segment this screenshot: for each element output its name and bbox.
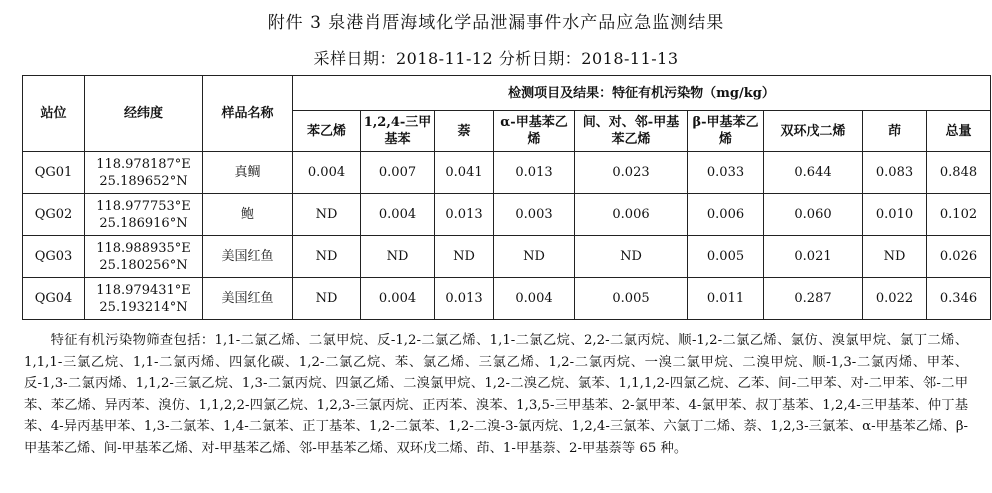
- value-cell: ND: [575, 236, 688, 278]
- station-cell: QG01: [23, 152, 85, 194]
- header-analyte: 苯乙烯: [293, 111, 361, 152]
- total-cell: 0.346: [927, 278, 991, 320]
- value-cell: 0.013: [435, 278, 494, 320]
- header-analyte-total: 总量: [927, 111, 991, 152]
- value-cell: 0.083: [863, 152, 927, 194]
- header-coordinates: 经纬度: [85, 76, 203, 152]
- value-cell: 0.010: [863, 194, 927, 236]
- station-cell: QG03: [23, 236, 85, 278]
- header-sample-name: 样品名称: [203, 76, 293, 152]
- header-station: 站位: [23, 76, 85, 152]
- footnote-analyte-list: 特征有机污染物筛查包括：1,1-二氯乙烯、二氯甲烷、反-1,2-二氯乙烯、1,1-二氯乙烷、2,2-二氯丙烷、顺-1,2-二氯乙烯、氯仿、溴氯甲烷、氯丁二烯、1,1,1-三氯乙烷、1,1-二氯丙烯、四氯化碳、1,2-二氯乙烷、苯、氯乙烯、三氯乙烯、1,2-二氯丙烷、一溴二氯甲烷、二溴甲烷、顺-1,3-二氯丙烯、甲苯、反-1,3-二氯丙烯、1,1,2-三氯乙烷、1,3-二氯丙烷、四氯乙烯、二溴氯甲烷、1,2-二溴乙烷、氯苯、1,1,1,2-四氯乙烷、乙苯、间-二甲苯、对-二甲苯、邻-二甲苯、苯乙烯、异丙苯、溴仿、1,1,2,2-四氯乙烷、1,2,3-三氯丙烷、正丙苯、溴苯、1,3,5-三甲基苯、2-氯甲苯、4-氯甲苯、叔丁基苯、1,2,4-三甲基苯、仲丁基苯、4-异丙基甲苯、1,3-二氯苯、1,4-二氯苯、正丁基苯、1,2-二氯苯、1,2-二溴-3-氯丙烷、1,2,4-三氯苯、六氯丁二烯、萘、1,2,3-三氯苯、α-甲基苯乙烯、β-甲基苯乙烯、间-甲基苯乙烯、对-甲基苯乙烯、邻-甲基苯乙烯、双环戊二烯、茚、1-甲基萘、2-甲基萘等 65 种。: [24, 333, 968, 456]
- header-analyte-group: 检测项目及结果：特征有机污染物（mg/kg）: [293, 76, 991, 111]
- table-row: [23, 194, 991, 236]
- value-cell: 0.005: [688, 236, 764, 278]
- value-cell: ND: [361, 236, 435, 278]
- latitude: 25.180256°N: [99, 257, 188, 273]
- sample-cell: 美国红鱼: [203, 236, 293, 278]
- total-cell: 0.026: [927, 236, 991, 278]
- value-cell: 0.021: [764, 236, 863, 278]
- longitude: 118.979431°E: [96, 282, 191, 298]
- value-cell: ND: [293, 278, 361, 320]
- sample-cell: 真鲷: [203, 152, 293, 194]
- station-cell: QG04: [23, 278, 85, 320]
- value-cell: 0.004: [494, 278, 575, 320]
- latitude: 25.193214°N: [99, 299, 188, 315]
- value-cell: 0.004: [361, 194, 435, 236]
- value-cell: ND: [494, 236, 575, 278]
- table-row: [23, 152, 991, 194]
- value-cell: 0.006: [575, 194, 688, 236]
- value-cell: 0.004: [361, 278, 435, 320]
- latitude: 25.189652°N: [99, 173, 188, 189]
- value-cell: 0.287: [764, 278, 863, 320]
- value-cell: 0.041: [435, 152, 494, 194]
- table-row: [23, 278, 991, 320]
- value-cell: ND: [435, 236, 494, 278]
- value-cell: 0.003: [494, 194, 575, 236]
- total-cell: 0.848: [927, 152, 991, 194]
- value-cell: ND: [863, 236, 927, 278]
- value-cell: 0.023: [575, 152, 688, 194]
- header-analyte: 茚: [863, 111, 927, 152]
- value-cell: 0.011: [688, 278, 764, 320]
- header-analyte: α-甲基苯乙烯: [494, 111, 575, 152]
- longitude: 118.977753°E: [96, 198, 191, 214]
- header-analyte: β-甲基苯乙烯: [688, 111, 764, 152]
- coordinate-cell: [85, 152, 203, 194]
- value-cell: ND: [293, 194, 361, 236]
- header-analyte: 萘: [435, 111, 494, 152]
- value-cell: 0.005: [575, 278, 688, 320]
- table-row: [23, 236, 991, 278]
- sample-cell: 鲍: [203, 194, 293, 236]
- coordinate-cell: [85, 278, 203, 320]
- longitude: 118.978187°E: [96, 156, 191, 172]
- sampling-dates: 采样日期：2018-11-12 分析日期：2018-11-13: [313, 49, 679, 68]
- total-cell: 0.102: [927, 194, 991, 236]
- header-analyte: 1,2,4-三甲基苯: [361, 111, 435, 152]
- value-cell: 0.022: [863, 278, 927, 320]
- value-cell: 0.013: [435, 194, 494, 236]
- latitude: 25.186916°N: [99, 215, 188, 231]
- coordinate-cell: [85, 236, 203, 278]
- sample-cell: 美国红鱼: [203, 278, 293, 320]
- value-cell: 0.013: [494, 152, 575, 194]
- value-cell: ND: [293, 236, 361, 278]
- value-cell: 0.004: [293, 152, 361, 194]
- coordinate-cell: [85, 194, 203, 236]
- value-cell: 0.006: [688, 194, 764, 236]
- header-analyte: 双环戊二烯: [764, 111, 863, 152]
- value-cell: 0.060: [764, 194, 863, 236]
- value-cell: 0.007: [361, 152, 435, 194]
- longitude: 118.988935°E: [96, 240, 191, 256]
- header-analyte: 间、对、邻-甲基苯乙烯: [575, 111, 688, 152]
- station-cell: QG02: [23, 194, 85, 236]
- document-title: 附件 3 泉港肖厝海域化学品泄漏事件水产品应急监测结果: [267, 13, 725, 33]
- value-cell: 0.033: [688, 152, 764, 194]
- value-cell: 0.644: [764, 152, 863, 194]
- results-table: [22, 75, 991, 320]
